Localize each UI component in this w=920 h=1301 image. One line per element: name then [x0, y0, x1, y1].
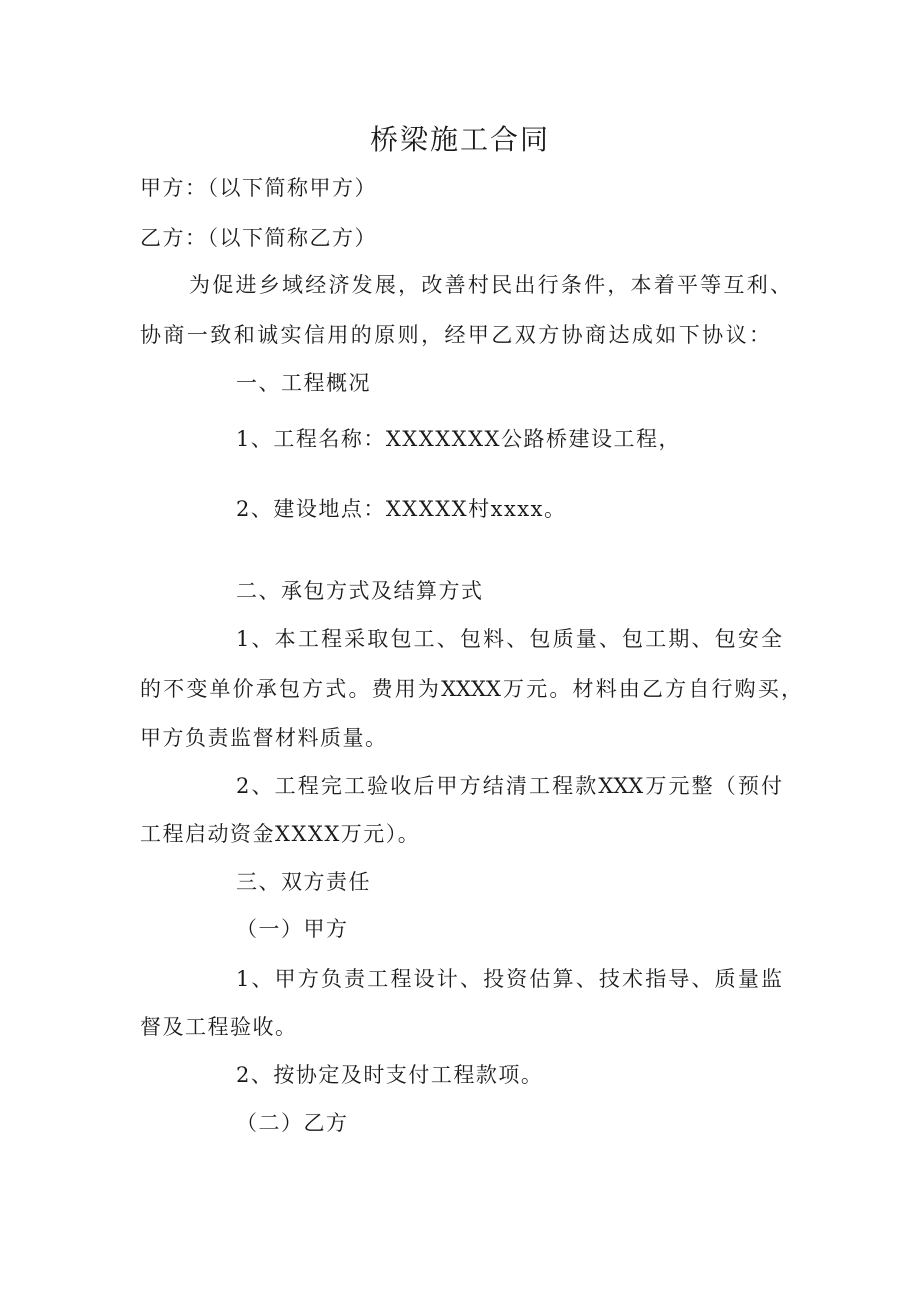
section3-a-item2: 2、按协定及时支付工程款项。 — [236, 1063, 544, 1087]
section3-a-item1-line1: 1、甲方负责工程设计、投资估算、技术指导、质量监 — [236, 967, 782, 991]
section2-item1-line2: 的不变单价承包方式。费用为XXXX万元。材料由乙方自行购买， — [140, 677, 802, 701]
section3-heading: 三、双方责任 — [236, 870, 371, 894]
section3-a-item1-line2: 督及工程验收。 — [140, 1015, 298, 1039]
section2-heading: 二、承包方式及结算方式 — [236, 579, 484, 603]
intro-paragraph-line2: 协商一致和诚实信用的原则，经甲乙双方协商达成如下协议： — [140, 323, 770, 347]
section3-sub-party-b: （二）乙方 — [236, 1111, 349, 1135]
party-a-line: 甲方：（以下简称甲方） — [140, 176, 377, 200]
section2-item1-line1: 1、本工程采取包工、包料、包质量、包工期、包安全 — [236, 627, 782, 651]
document-title: 桥梁施工合同 — [369, 123, 550, 156]
section1-item2: 2、建设地点：XXXXX村xxxx。 — [236, 497, 567, 521]
section2-item2-line2: 工程启动资金XXXX万元）。 — [140, 822, 421, 846]
party-b-line: 乙方：（以下简称乙方） — [140, 226, 377, 250]
section3-sub-party-a: （一）甲方 — [236, 917, 349, 941]
section2-item2-line1: 2、工程完工验收后甲方结清工程款XXX万元整（预付 — [236, 774, 782, 798]
section1-heading: 一、工程概况 — [236, 371, 371, 395]
section2-item1-line3: 甲方负责监督材料质量。 — [140, 726, 388, 750]
section1-item1: 1、工程名称：XXXXXXX公路桥建设工程， — [236, 427, 682, 451]
intro-paragraph-line1: 为促进乡域经济发展，改善村民出行条件，本着平等互利、 — [189, 273, 791, 297]
